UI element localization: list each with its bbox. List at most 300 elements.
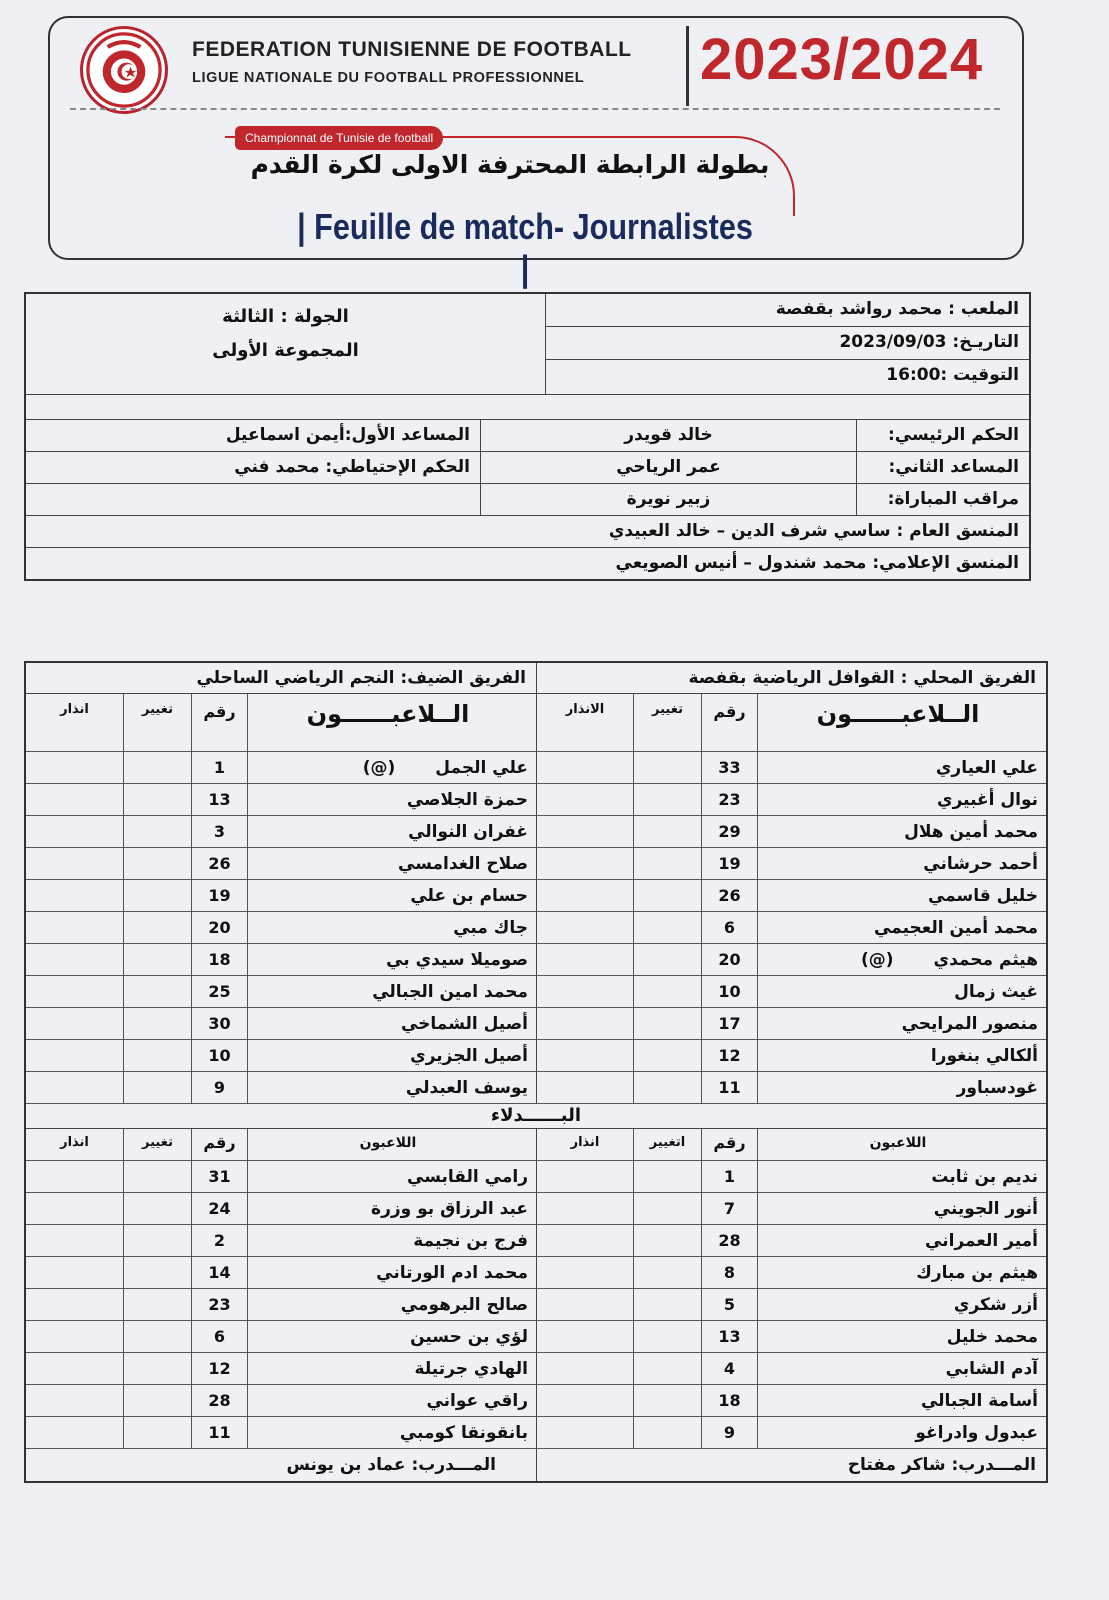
- away-player-name-cell: [248, 1321, 536, 1352]
- assistant1: المساعد الأول:أيمن اسماعيل: [26, 420, 481, 451]
- home-player-number: 18: [702, 1385, 758, 1416]
- home-player-change-cell: [634, 1225, 702, 1256]
- away-player-number: 18: [192, 944, 248, 975]
- home-player-name-cell: [758, 1417, 1046, 1448]
- away-player-name-cell: [248, 1417, 536, 1448]
- home-player-name: محمد أمين العجيمي: [873, 918, 1038, 938]
- home-player-entry: [536, 912, 1046, 943]
- home-player-change-cell: [634, 880, 702, 911]
- away-player-entry: [26, 912, 536, 943]
- home-player-change-cell: [634, 1193, 702, 1224]
- home-player-warning-cell: [537, 784, 634, 815]
- table-row: [26, 1385, 1046, 1417]
- table-row: [26, 944, 1046, 976]
- away-player-name-cell: [248, 1385, 536, 1416]
- away-player-entry: [26, 1008, 536, 1039]
- home-player-name: آدم الشابي: [945, 1359, 1038, 1379]
- home-player-change-cell: [634, 1257, 702, 1288]
- blank-row: [26, 395, 1029, 420]
- home-player-number: 33: [702, 752, 758, 783]
- home-player-number: 28: [702, 1225, 758, 1256]
- referee-name: خالد قويدر: [481, 420, 857, 451]
- home-player-name: عبدول وادراغو: [915, 1423, 1038, 1443]
- assistant2-name: عمر الرياحي: [481, 452, 857, 483]
- home-player-name-cell: [758, 1225, 1046, 1256]
- away-player-name: محمد امين الجبالي: [372, 982, 528, 1002]
- table-row: [26, 912, 1046, 944]
- away-player-name: محمد ادم الورتاني: [376, 1263, 528, 1283]
- home-player-warning-cell: [537, 1008, 634, 1039]
- away-player-number: 14: [192, 1257, 248, 1288]
- away-player-warning-cell: [26, 1225, 124, 1256]
- home-player-entry: [536, 944, 1046, 975]
- home-warning-header: الانذار: [537, 694, 634, 751]
- home-player-change-cell: [634, 1072, 702, 1103]
- home-player-warning-cell: [537, 1193, 634, 1224]
- away-player-name-cell: [248, 1008, 536, 1039]
- away-player-warning-cell: [26, 944, 124, 975]
- observer-label: مراقب المباراة:: [887, 489, 1019, 509]
- away-player-name-cell: [248, 848, 536, 879]
- home-player-number: 10: [702, 976, 758, 1007]
- home-player-change-cell: [634, 976, 702, 1007]
- home-player-warning-cell: [537, 816, 634, 847]
- home-player-warning-cell: [537, 1353, 634, 1384]
- away-player-number: 10: [192, 1040, 248, 1071]
- away-player-warning-cell: [26, 848, 124, 879]
- ftf-logo-icon: [80, 26, 168, 114]
- away-player-name: بانقونقا كومبي: [399, 1423, 528, 1443]
- championship-fr-label: Championnat de Tunisie de football: [235, 126, 443, 150]
- away-player-name: علي الجمل: [435, 758, 528, 778]
- table-row: [26, 1008, 1046, 1040]
- home-team-title: الفريق المحلي : القوافل الرياضية بقفصة: [536, 663, 1046, 693]
- home-player-name: أنور الجويني: [933, 1199, 1038, 1219]
- home-player-number: 17: [702, 1008, 758, 1039]
- away-player-entry: [26, 1417, 536, 1448]
- away-player-warning-cell: [26, 1040, 124, 1071]
- home-player-name: ألكالي بنغورا: [930, 1046, 1038, 1066]
- header-divider: [686, 26, 689, 106]
- home-player-warning-cell: [537, 1161, 634, 1192]
- away-player-entry: [26, 1161, 536, 1192]
- away-player-name: يوسف العبدلي: [405, 1078, 528, 1098]
- championship-ar-title: بطولة الرابطة المحترفة الاولى لكرة القدم: [250, 150, 770, 179]
- away-player-number: 25: [192, 976, 248, 1007]
- starters-header: [26, 694, 1046, 752]
- away-player-entry: [26, 1289, 536, 1320]
- home-player-warning-cell: [537, 1321, 634, 1352]
- table-row: [26, 1193, 1046, 1225]
- home-player-warning-cell: [537, 1385, 634, 1416]
- away-player-name-cell: [248, 912, 536, 943]
- home-player-entry: [536, 1008, 1046, 1039]
- away-player-change-cell: [124, 1353, 192, 1384]
- away-player-warning-cell: [26, 784, 124, 815]
- subs-body: [26, 1161, 1046, 1449]
- away-player-number: 20: [192, 912, 248, 943]
- dashed-divider: [70, 108, 1000, 110]
- away-player-change-cell: [124, 1289, 192, 1320]
- away-subs-change-header: تغيير: [124, 1129, 192, 1160]
- away-player-warning-cell: [26, 816, 124, 847]
- away-player-warning-cell: [26, 1417, 124, 1448]
- away-player-entry: [26, 880, 536, 911]
- away-player-warning-cell: [26, 1008, 124, 1039]
- home-player-change-cell: [634, 1385, 702, 1416]
- away-player-name: حسام بن علي: [410, 886, 528, 906]
- away-player-number: 28: [192, 1385, 248, 1416]
- home-player-number: 19: [702, 848, 758, 879]
- away-player-name-cell: [248, 1289, 536, 1320]
- away-player-entry: [26, 1257, 536, 1288]
- home-player-warning-cell: [537, 1225, 634, 1256]
- away-player-entry: [26, 976, 536, 1007]
- away-player-name-cell: [248, 1040, 536, 1071]
- table-row: [26, 1225, 1046, 1257]
- away-player-warning-cell: [26, 1321, 124, 1352]
- round: الجولة : الثالثة: [222, 306, 349, 327]
- away-player-change-cell: [124, 1193, 192, 1224]
- away-number-header: رقم: [192, 694, 248, 751]
- home-player-name-cell: [758, 1385, 1046, 1416]
- away-player-entry: [26, 848, 536, 879]
- table-row: [26, 1072, 1046, 1104]
- home-player-entry: [536, 816, 1046, 847]
- away-player-change-cell: [124, 784, 192, 815]
- referee-label: الحكم الرئيسي:: [887, 425, 1019, 445]
- away-player-number: 2: [192, 1225, 248, 1256]
- home-player-number: 23: [702, 784, 758, 815]
- home-player-entry: [536, 1353, 1046, 1384]
- away-player-change-cell: [124, 880, 192, 911]
- home-change-header: تغيير: [634, 694, 702, 751]
- away-player-change-cell: [124, 848, 192, 879]
- home-player-change-cell: [634, 1161, 702, 1192]
- season-label: 2023/2024: [700, 27, 984, 92]
- home-player-number: 4: [702, 1353, 758, 1384]
- table-row: [26, 816, 1046, 848]
- home-player-warning-cell: [537, 880, 634, 911]
- away-player-name: جاك مبي: [453, 918, 528, 938]
- stadium: الملعب : محمد رواشد بقفصة: [775, 299, 1019, 319]
- home-player-name-cell: [758, 880, 1046, 911]
- header-box: [48, 16, 1024, 289]
- away-player-warning-cell: [26, 880, 124, 911]
- table-row: [26, 880, 1046, 912]
- home-player-number: 20: [702, 944, 758, 975]
- away-player-name: أصيل الجزيري: [410, 1046, 528, 1066]
- home-number-header: رقم: [702, 694, 758, 751]
- home-player-entry: [536, 1040, 1046, 1071]
- home-player-number: 5: [702, 1289, 758, 1320]
- away-player-name-cell: [248, 784, 536, 815]
- home-player-entry: [536, 1385, 1046, 1416]
- home-player-change-cell: [634, 816, 702, 847]
- away-player-entry: [26, 1072, 536, 1103]
- home-player-warning-cell: [537, 1289, 634, 1320]
- away-player-name: أصيل الشماخي: [400, 1014, 528, 1034]
- away-player-name: حمزة الجلاصي: [406, 790, 528, 810]
- away-player-change-cell: [124, 1040, 192, 1071]
- away-subs-warning-header: انذار: [26, 1129, 124, 1160]
- home-player-name: علي العياري: [935, 758, 1038, 778]
- away-player-warning-cell: [26, 1161, 124, 1192]
- home-player-entry: [536, 752, 1046, 783]
- home-player-change-cell: [634, 784, 702, 815]
- home-player-change-cell: [634, 1040, 702, 1071]
- away-player-entry: [26, 1321, 536, 1352]
- home-player-number: 13: [702, 1321, 758, 1352]
- away-player-number: 31: [192, 1161, 248, 1192]
- fourth-official: الحكم الإحتياطي: محمد فني: [26, 452, 481, 483]
- away-player-number: 12: [192, 1353, 248, 1384]
- away-player-number: 3: [192, 816, 248, 847]
- table-row: [26, 1353, 1046, 1385]
- teams-table: [24, 661, 1048, 1483]
- subs-title: البــــــدلاء: [26, 1104, 1046, 1129]
- away-player-name-cell: [248, 944, 536, 975]
- home-player-name: أسامة الجبالي: [920, 1391, 1038, 1411]
- away-player-number: 9: [192, 1072, 248, 1103]
- home-player-entry: [536, 1289, 1046, 1320]
- away-subs-players-header: اللاعبون: [359, 1135, 417, 1151]
- starters-body: [26, 752, 1046, 1104]
- home-player-name: غيث زمال: [954, 982, 1038, 1002]
- home-player-change-cell: [634, 1289, 702, 1320]
- away-player-name: عبد الرزاق بو وزرة: [371, 1199, 528, 1219]
- home-coach: المـــدرب: شاكر مفتاح: [536, 1449, 1046, 1481]
- home-player-name-cell: [758, 1257, 1046, 1288]
- home-player-warning-cell: [537, 1040, 634, 1071]
- home-player-name: أزر شكري: [953, 1295, 1038, 1315]
- table-row: [26, 784, 1046, 816]
- home-player-name-cell: [758, 752, 1046, 783]
- home-player-change-cell: [634, 848, 702, 879]
- home-player-name-cell: [758, 1321, 1046, 1352]
- home-player-warning-cell: [537, 1417, 634, 1448]
- home-player-number: 7: [702, 1193, 758, 1224]
- home-player-name-cell: [758, 944, 1046, 975]
- away-player-name: فرج بن نجيمة: [413, 1231, 528, 1251]
- group: المجموعة الأولى: [212, 340, 359, 361]
- away-player-name: رامي القابسي: [407, 1167, 528, 1187]
- home-player-entry: [536, 1257, 1046, 1288]
- away-player-name-cell: [248, 816, 536, 847]
- home-player-change-cell: [634, 1008, 702, 1039]
- away-player-change-cell: [124, 1417, 192, 1448]
- home-player-number: 26: [702, 880, 758, 911]
- home-player-entry: [536, 880, 1046, 911]
- home-player-name-cell: [758, 1353, 1046, 1384]
- home-player-name: هيثم بن مبارك: [916, 1263, 1038, 1283]
- home-player-change-cell: [634, 1353, 702, 1384]
- table-row: [26, 976, 1046, 1008]
- observer-extra: [26, 484, 481, 515]
- away-player-name: الهادي جرتيلة: [414, 1359, 528, 1379]
- away-player-change-cell: [124, 1321, 192, 1352]
- away-player-name: لؤي بن حسين: [410, 1327, 528, 1347]
- away-player-name-cell: [248, 880, 536, 911]
- away-player-change-cell: [124, 1257, 192, 1288]
- away-player-name: صالح البرهومي: [400, 1295, 528, 1315]
- home-player-name-cell: [758, 1072, 1046, 1103]
- away-player-warning-cell: [26, 1193, 124, 1224]
- captain-badge: (@): [362, 758, 396, 778]
- away-player-name: صوميلا سيدي بي: [386, 950, 528, 970]
- home-player-number: 11: [702, 1072, 758, 1103]
- home-subs-players-header: اللاعبون: [869, 1135, 927, 1151]
- home-player-warning-cell: [537, 848, 634, 879]
- away-player-change-cell: [124, 976, 192, 1007]
- home-player-entry: [536, 1321, 1046, 1352]
- away-player-number: 13: [192, 784, 248, 815]
- away-player-change-cell: [124, 752, 192, 783]
- home-player-warning-cell: [537, 1257, 634, 1288]
- assistant2-label: المساعد الثاني:: [888, 457, 1019, 477]
- away-player-entry: [26, 752, 536, 783]
- away-coach: المـــدرب: عماد بن يونس: [286, 1455, 496, 1475]
- home-player-entry: [536, 1072, 1046, 1103]
- home-player-name: غودسباور: [956, 1078, 1038, 1098]
- home-player-number: 1: [702, 1161, 758, 1192]
- home-player-number: 9: [702, 1417, 758, 1448]
- away-player-name-cell: [248, 1161, 536, 1192]
- home-player-warning-cell: [537, 1072, 634, 1103]
- table-row: [26, 1040, 1046, 1072]
- away-player-number: 23: [192, 1289, 248, 1320]
- away-player-entry: [26, 1040, 536, 1071]
- away-player-number: 19: [192, 880, 248, 911]
- home-player-name-cell: [758, 1161, 1046, 1192]
- table-row: [26, 752, 1046, 784]
- away-player-name: راقي عواني: [426, 1391, 528, 1411]
- away-players-header: الــلاعبــــــون: [306, 700, 470, 728]
- away-player-entry: [26, 784, 536, 815]
- away-player-entry: [26, 1193, 536, 1224]
- captain-badge: (@): [860, 950, 894, 970]
- away-player-name-cell: [248, 1225, 536, 1256]
- away-player-name-cell: [248, 1257, 536, 1288]
- away-player-number: 6: [192, 1321, 248, 1352]
- home-player-change-cell: [634, 1321, 702, 1352]
- away-player-name: غفران النوالي: [408, 822, 528, 842]
- home-player-name-cell: [758, 816, 1046, 847]
- home-player-name-cell: [758, 912, 1046, 943]
- home-subs-warning-header: انذار: [537, 1129, 634, 1160]
- away-player-entry: [26, 944, 536, 975]
- home-player-name-cell: [758, 784, 1046, 815]
- away-player-number: 30: [192, 1008, 248, 1039]
- home-player-change-cell: [634, 752, 702, 783]
- home-player-name-cell: [758, 976, 1046, 1007]
- away-player-warning-cell: [26, 1289, 124, 1320]
- table-row: [26, 1321, 1046, 1353]
- away-player-warning-cell: [26, 976, 124, 1007]
- away-player-entry: [26, 1225, 536, 1256]
- ligue-title: LIGUE NATIONALE DU FOOTBALL PROFESSIONNEL: [192, 70, 585, 86]
- home-subs-number-header: رقم: [702, 1129, 758, 1160]
- home-player-warning-cell: [537, 752, 634, 783]
- home-player-change-cell: [634, 1417, 702, 1448]
- federation-title: FEDERATION TUNISIENNE DE FOOTBALL: [192, 38, 632, 61]
- home-player-name: نوال أغبيري: [936, 790, 1038, 810]
- away-player-name-cell: [248, 752, 536, 783]
- home-player-warning-cell: [537, 976, 634, 1007]
- away-player-name-cell: [248, 1072, 536, 1103]
- away-player-change-cell: [124, 1225, 192, 1256]
- table-row: [26, 1161, 1046, 1193]
- away-team-title: الفريق الضيف: النجم الرياضي الساحلي: [196, 668, 526, 688]
- away-player-warning-cell: [26, 1385, 124, 1416]
- home-player-number: 6: [702, 912, 758, 943]
- home-player-name-cell: [758, 1289, 1046, 1320]
- home-player-name: منصور المرايحي: [901, 1014, 1038, 1034]
- away-player-change-cell: [124, 1072, 192, 1103]
- away-player-change-cell: [124, 912, 192, 943]
- home-players-header: الــلاعبــــــون: [816, 700, 980, 728]
- home-player-name: محمد أمين هلال: [904, 822, 1038, 842]
- match-date: التاريـخ: 2023/09/03: [839, 332, 1019, 352]
- home-player-entry: [536, 784, 1046, 815]
- away-player-change-cell: [124, 944, 192, 975]
- subs-header: [26, 1129, 1046, 1161]
- home-player-name: محمد خليل: [946, 1327, 1038, 1347]
- home-player-change-cell: [634, 944, 702, 975]
- away-player-change-cell: [124, 816, 192, 847]
- home-player-entry: [536, 1161, 1046, 1192]
- away-player-name-cell: [248, 976, 536, 1007]
- away-player-name-cell: [248, 1193, 536, 1224]
- home-player-name-cell: [758, 1040, 1046, 1071]
- media-coordinator: المنسق الإعلامي: محمد شندول – أنيس الصويعي: [615, 553, 1019, 573]
- sheet-title: | Feuille de match- Journalistes |: [297, 206, 753, 289]
- home-player-number: 29: [702, 816, 758, 847]
- home-player-entry: [536, 1417, 1046, 1448]
- table-row: [26, 1289, 1046, 1321]
- away-player-warning-cell: [26, 912, 124, 943]
- home-subs-change-header: اتغيير: [634, 1129, 702, 1160]
- match-time: التوقيت :16:00: [886, 365, 1019, 385]
- away-player-change-cell: [124, 1385, 192, 1416]
- home-player-warning-cell: [537, 912, 634, 943]
- home-player-number: 8: [702, 1257, 758, 1288]
- observer-name: زبير نويرة: [481, 484, 857, 515]
- home-player-number: 12: [702, 1040, 758, 1071]
- home-player-entry: [536, 976, 1046, 1007]
- away-player-entry: [26, 1385, 536, 1416]
- home-player-name-cell: [758, 1193, 1046, 1224]
- coach-row: [26, 1449, 1046, 1481]
- away-player-warning-cell: [26, 1072, 124, 1103]
- home-player-name-cell: [758, 1008, 1046, 1039]
- away-player-name-cell: [248, 1353, 536, 1384]
- table-row: [26, 1257, 1046, 1289]
- general-coordinator: المنسق العام : ساسي شرف الدين – خالد العبيدي: [608, 521, 1019, 541]
- home-player-entry: [536, 1225, 1046, 1256]
- away-player-change-cell: [124, 1161, 192, 1192]
- away-warning-header: انذار: [26, 694, 124, 751]
- home-player-entry: [536, 1193, 1046, 1224]
- home-player-change-cell: [634, 912, 702, 943]
- home-player-name: نديم بن ثابت: [931, 1167, 1038, 1187]
- home-player-name: هيثم محمدي: [933, 950, 1038, 970]
- table-row: [26, 1417, 1046, 1449]
- away-player-name: صلاح الغدامسي: [398, 854, 528, 874]
- home-player-name: أمير العمراني: [925, 1231, 1038, 1251]
- away-change-header: تغيير: [124, 694, 192, 751]
- home-player-warning-cell: [537, 944, 634, 975]
